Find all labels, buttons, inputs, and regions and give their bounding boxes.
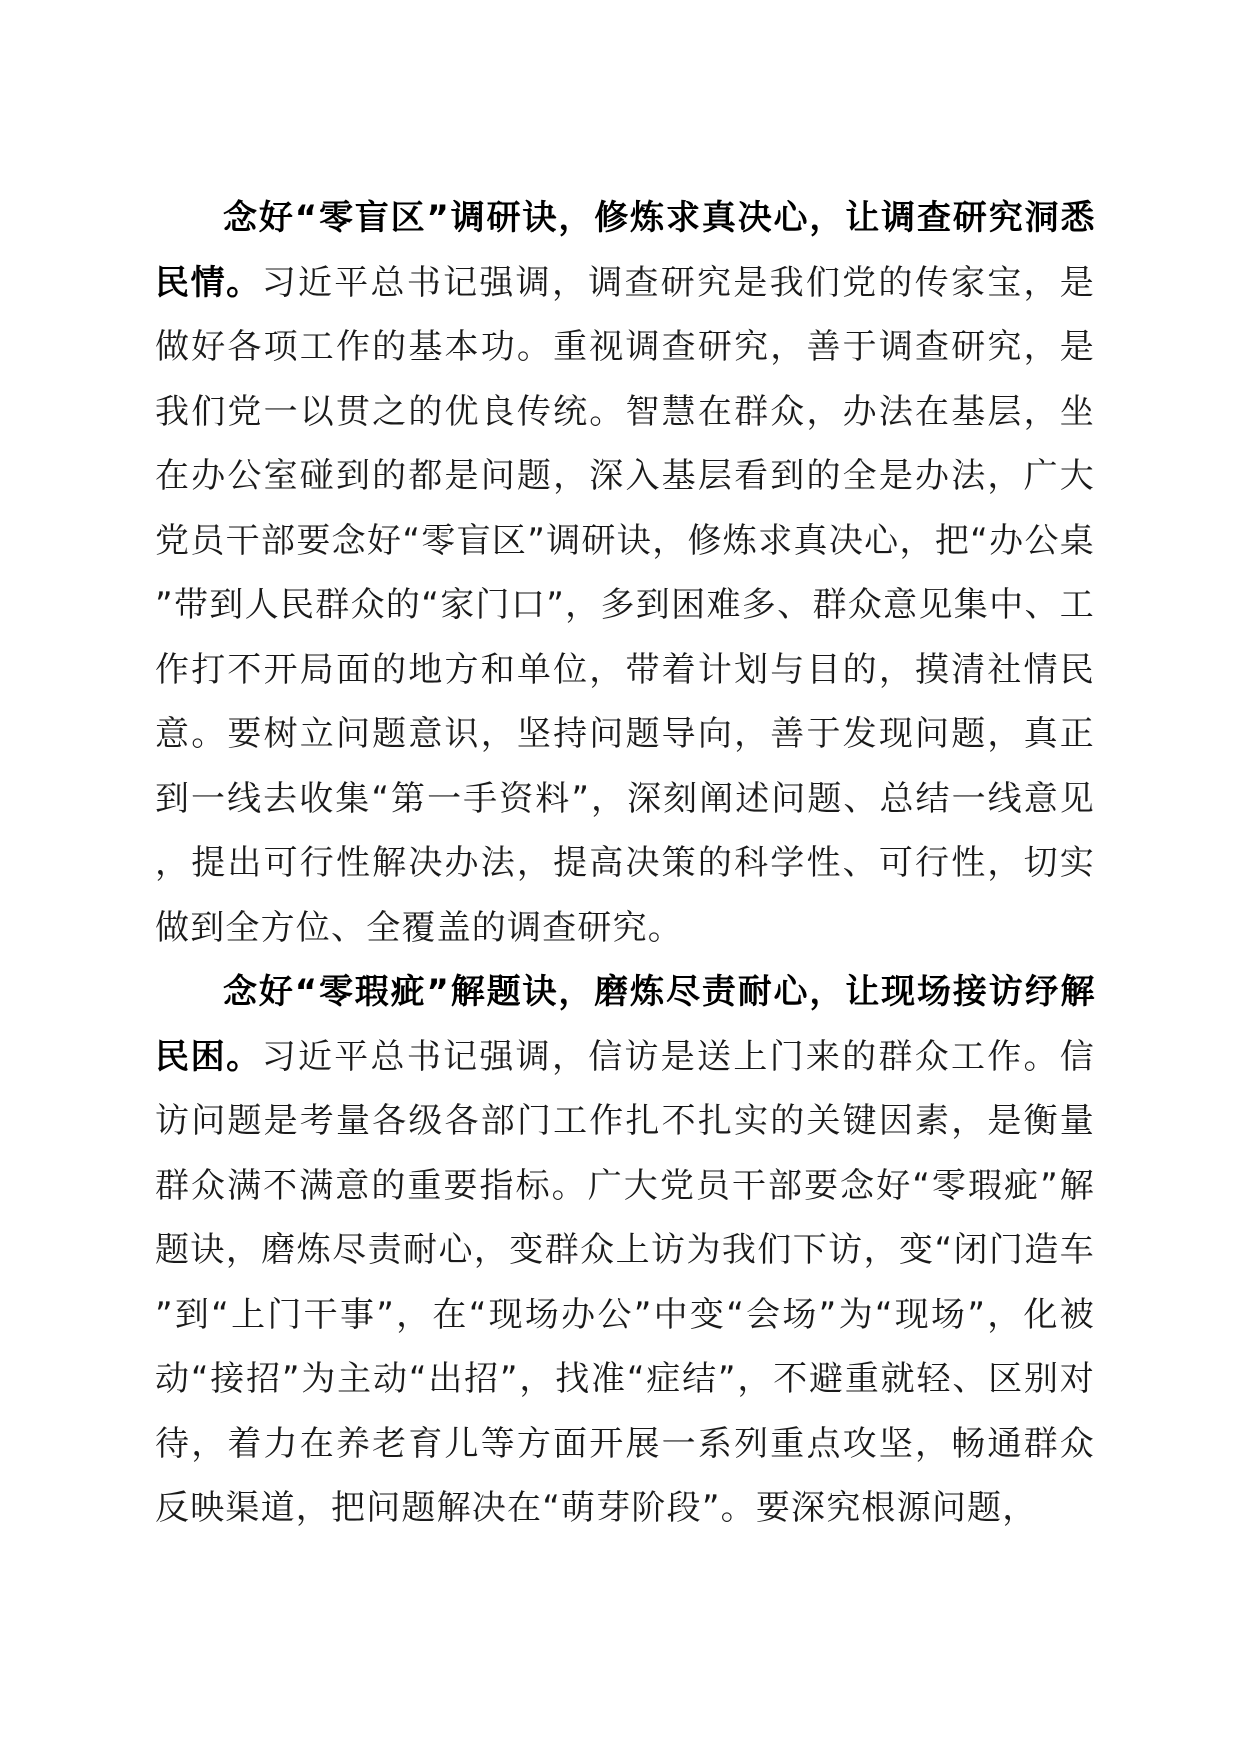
paragraph-text: 习近平总书记强调，信访是送上门来的群众工作。信访问题是考量各级各部门工作扎不扎实的关键因素，是衡量群众满不满意的重要指标。广大党员干部要念好“零瑕疵”解题诀，磨炼尽责耐心，变群众上访为我们下访，变“闭门造车”到“上门干事”，在“现场办公”中变“会场”为“现场”，化被动“接招”为主动“出招”，找准“症结”，不避重就轻、区别对待，着力在养老育儿等方面开展一系列重点攻坚，畅通群众反映渠道，把问题解决在“萌芽阶段”。要深究根源问题， [155, 1036, 1095, 1528]
paragraph-research [155, 186, 1095, 960]
paragraph-text: 习近平总书记强调，调查研究是我们党的传家宝，是做好各项工作的基本功。重视调查研究，善于调查研究，是我们党一以贯之的优良传统。智慧在群众，办法在基层，坐在办公室碰到的都是问题，深入基层看到的全是办法，广大党员干部要念好“零盲区”调研诀，修炼求真决心，把“办公桌”带到人民群众的“家门口”，多到困难多、群众意见集中、工作打不开局面的地方和单位，带着计划与目的，摸清社情民意。要树立问题意识，坚持问题导向，善于发现问题，真正到一线去收集“第一手资料”，深刻阐述问题、总结一线意见，提出可行性解决办法，提高决策的科学性、可行性，切实做到全方位、全覆盖的调查研究。 [155, 262, 1095, 948]
paragraph-heading: 念好“零瑕疵”解题诀，磨炼尽责耐心，让现场接访纾解民困。 [155, 972, 1095, 1077]
document-body [155, 186, 1095, 1541]
paragraph-petition [155, 960, 1095, 1541]
paragraph-heading: 念好“零盲区”调研诀，修炼求真决心，让调查研究洞悉民情。 [155, 198, 1095, 303]
